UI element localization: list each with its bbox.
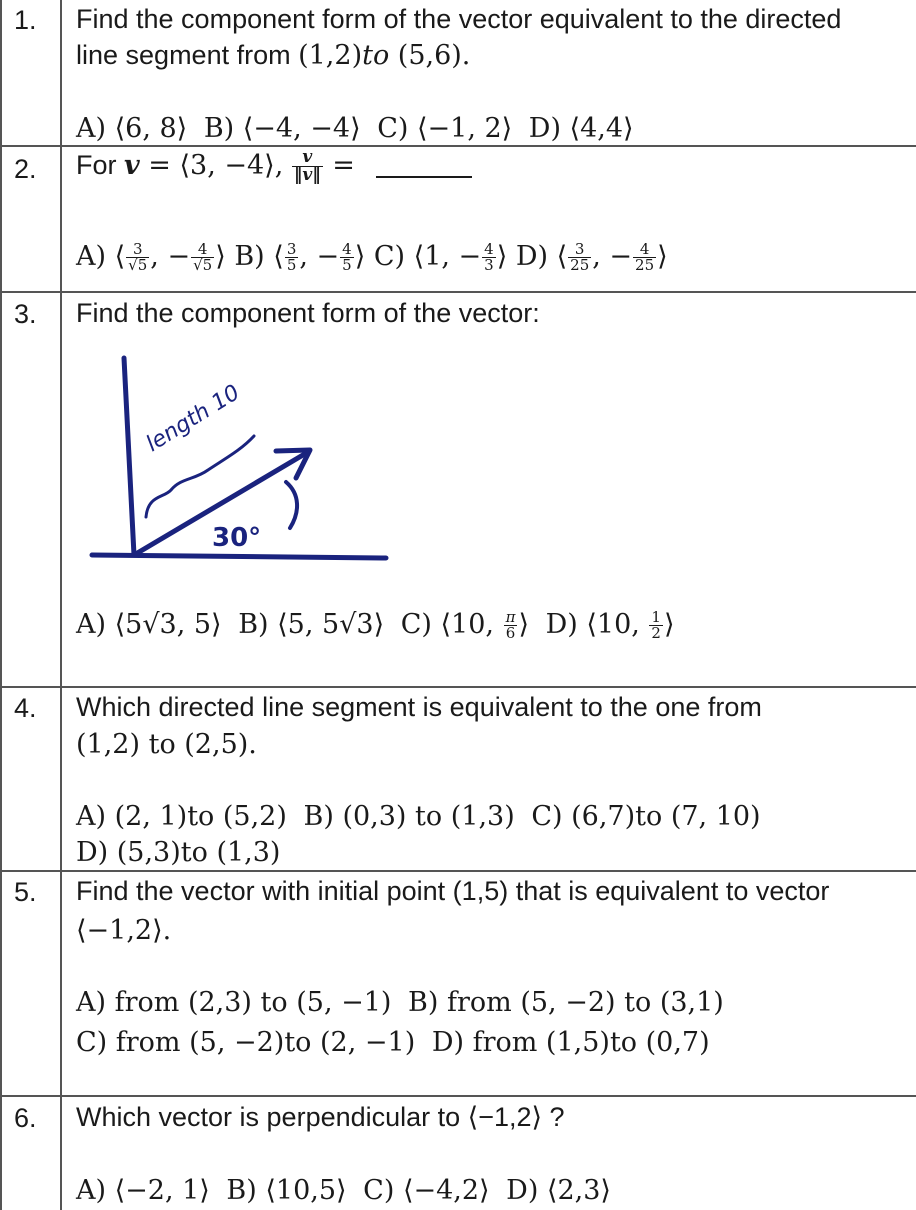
choice-d[interactable]: D) ⟨10, $\frac{1}{2}$ ⟩: [545, 608, 675, 642]
question-text: Which vector is perpendicular to ⟨−1,2⟩ ?: [76, 1102, 565, 1132]
answer-choices: [76, 240, 668, 274]
choice-a[interactable]: A) ⟨−2, 1⟩: [76, 1175, 210, 1206]
choice-d[interactable]: D) from (1,5)to (0,7): [431, 1027, 710, 1058]
choice-b[interactable]: B) ⟨10,5⟩: [226, 1175, 347, 1206]
question-text: (1,2) to (2,5).: [76, 729, 257, 760]
answer-choices: [76, 112, 642, 146]
choice-a[interactable]: A) (2, 1)to (5,2): [76, 801, 287, 832]
choice-c[interactable]: C) ⟨1, − $\frac{4}{3}$ ⟩: [373, 240, 508, 274]
choice-b[interactable]: B) (0,3) to (1,3): [303, 801, 515, 832]
choice-b[interactable]: B) ⟨5, 5√3⟩: [238, 609, 385, 640]
question-text: Find the vector with initial point (1,5) that is equivalent to vector: [76, 876, 830, 906]
choice-c[interactable]: C) ⟨10, $\frac{\pi}{6}$ ⟩: [400, 608, 529, 642]
choice-b[interactable]: B) ⟨ $\frac{3}{5}$ , − $\frac{4}{5}$ ⟩: [234, 240, 366, 274]
choice-c[interactable]: C) ⟨−4,2⟩: [363, 1175, 490, 1206]
row-divider: [0, 686, 916, 688]
question-text: line segment from (1,2)to (5,6).: [76, 40, 471, 71]
angle-arc: [286, 482, 297, 528]
question-text: For v = ⟨3, −4⟩, $\frac{v}{‖v‖}$ =: [76, 148, 472, 184]
row-divider: [0, 870, 916, 872]
answer-choices: [76, 986, 732, 1020]
choice-c[interactable]: C) ⟨−1, 2⟩: [377, 113, 513, 144]
answer-choices: [76, 800, 769, 834]
question-text: Find the component form of the vector equivalent to the directed: [76, 4, 842, 34]
choice-c[interactable]: C) (6,7)to (7, 10): [531, 801, 761, 832]
y-axis-line: [124, 358, 134, 555]
choice-a[interactable]: A) ⟨5√3, 5⟩: [76, 609, 222, 640]
answer-choices: [76, 608, 683, 642]
choice-d[interactable]: D) (5,3)to (1,3): [76, 837, 281, 868]
vector-sketch: [86, 350, 396, 580]
choice-b[interactable]: B) from (5, −2) to (3,1): [408, 987, 724, 1018]
question-text: ⟨−1,2⟩.: [76, 915, 172, 946]
question-number: 3.: [14, 299, 37, 329]
number-column-divider: [60, 0, 62, 1210]
table-border-left: [0, 0, 2, 1210]
question-text: Find the component form of the vector:: [76, 298, 540, 328]
question-number: 2.: [14, 154, 37, 184]
question-number: 1.: [14, 5, 37, 35]
question-text: Which directed line segment is equivalent to the one from: [76, 692, 762, 722]
question-number: 6.: [14, 1103, 37, 1133]
row-divider: [0, 291, 916, 293]
choice-d[interactable]: D) ⟨2,3⟩: [506, 1175, 611, 1206]
question-number: 5.: [14, 877, 37, 907]
answer-blank[interactable]: [376, 156, 472, 178]
length-label: length 10: [141, 380, 245, 458]
choice-a[interactable]: A) ⟨6, 8⟩: [76, 113, 188, 144]
choice-a[interactable]: A) ⟨ $\frac{3}{√5}$ , − $\frac{4}{√5}$ ⟩: [76, 240, 226, 274]
row-divider: [0, 1095, 916, 1097]
answer-choices: [76, 1174, 619, 1208]
choice-d[interactable]: D) ⟨ $\frac{3}{25}$ , − $\frac{4}{25}$ ⟩: [515, 240, 668, 274]
choice-c[interactable]: C) from (5, −2)to (2, −1): [76, 1027, 416, 1058]
angle-label: 30°: [212, 523, 262, 553]
choice-d[interactable]: D) ⟨4,4⟩: [528, 113, 634, 144]
answer-choices: [76, 1026, 718, 1060]
question-number: 4.: [14, 693, 37, 723]
choice-a[interactable]: A) from (2,3) to (5, −1): [76, 987, 392, 1018]
choice-b[interactable]: B) ⟨−4, −4⟩: [203, 113, 361, 144]
